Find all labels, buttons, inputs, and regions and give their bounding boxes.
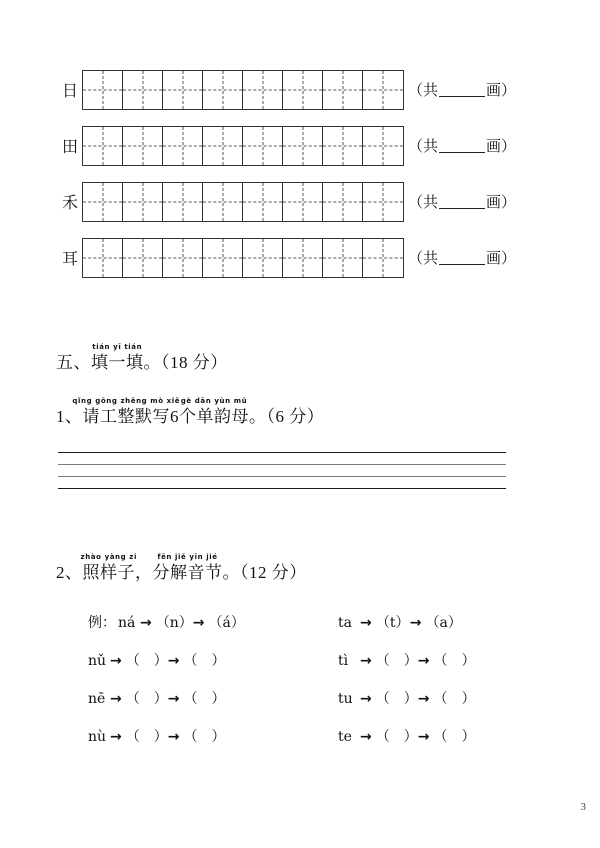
stroke-count-blank[interactable] [439,208,485,209]
tianzi-cell[interactable] [203,239,243,277]
section-five-title-ruby [91,343,144,374]
arrow-icon: → [110,729,122,745]
syllable-initial: （n） [155,615,193,631]
syllable-source: ta [338,615,352,631]
stroke-note-prefix: （共 [408,81,439,99]
syllable-final-blank[interactable]: （ ） [183,729,226,745]
question-two-text-a-ruby [80,553,137,584]
tianzi-cell[interactable] [83,239,123,277]
arrow-icon: → [417,691,430,707]
tianzi-cell[interactable] [203,71,243,109]
question-one-text-a: 请工整默写 [82,407,170,427]
syllable-source: nù [88,729,107,745]
tianzi-cell[interactable] [243,239,283,277]
syllable-answer-row [0,684,600,714]
syllable-answer-right [338,684,475,714]
syllable-example-right [338,608,462,638]
stroke-grid-row [0,236,600,282]
tianzi-cell[interactable] [363,127,403,165]
pinyin-stave[interactable] [58,452,506,489]
stroke-grid-character: 日 [61,81,78,100]
stroke-grid-row [0,180,600,226]
tianzi-cell[interactable] [363,71,403,109]
arrow-icon: → [360,615,372,631]
syllable-answer-row [0,722,600,752]
tianzi-cell[interactable] [83,183,123,221]
arrow-icon: → [417,729,430,745]
stroke-note-suffix: 画） [486,81,517,99]
stroke-grid-character: 耳 [61,249,78,268]
question-one-period: 。 [249,407,267,427]
stroke-count-note [408,192,516,212]
question-one-text-a-ruby [72,397,181,428]
section-five-index: 五、 [56,353,91,373]
syllable-source: nē [88,691,106,707]
arrow-icon: → [409,615,422,631]
question-one-text-b: 个单韵母 [179,407,249,427]
example-label: 例： [88,615,116,631]
syllable-answer-left [88,722,225,752]
tianzi-cell[interactable] [163,71,203,109]
tianzi-cell[interactable] [163,127,203,165]
tianzi-grid[interactable] [82,182,404,222]
syllable-answer-right [338,646,475,676]
syllable-initial-blank[interactable]: （ ） [125,653,168,669]
tianzi-cell[interactable] [283,127,323,165]
tianzi-cell[interactable] [163,183,203,221]
arrow-icon: → [110,653,122,669]
arrow-icon: → [192,615,205,631]
tianzi-cell[interactable] [243,127,283,165]
tianzi-cell[interactable] [323,239,363,277]
tianzi-cell[interactable] [83,127,123,165]
stroke-note-suffix: 画） [486,137,517,155]
stroke-note-prefix: （共 [408,193,439,211]
stave-line-upper-middle [58,464,506,465]
syllable-initial-blank[interactable]: （ ） [125,729,168,745]
arrow-icon: → [417,653,430,669]
syllable-answer-right [338,722,475,752]
stroke-grid-character: 田 [61,137,78,156]
stroke-note-prefix: （共 [408,249,439,267]
question-one-pinyin-a: qǐng gōng zhěng mò xiě [72,397,181,405]
question-two-pinyin-a: zhào yàng zi [80,553,137,561]
stave-line-bottom [58,488,506,489]
question-one-text-b-ruby [179,397,249,428]
tianzi-cell[interactable] [323,127,363,165]
syllable-final-blank[interactable]: （ ） [433,691,476,707]
tianzi-cell[interactable] [323,71,363,109]
syllable-initial-blank[interactable]: （ ） [375,729,418,745]
question-two-comma: ， [135,563,153,583]
syllable-initial-blank[interactable]: （ ） [375,653,418,669]
syllable-initial-blank[interactable]: （ ） [125,691,168,707]
question-two-index: 2、 [56,563,83,582]
question-two-pinyin-b: fēn jiě yīn jié [157,553,218,561]
syllable-final-blank[interactable]: （ ） [433,729,476,745]
question-one-heading [56,397,325,428]
syllable-final-blank[interactable]: （ ） [433,653,476,669]
syllable-final: （á） [208,615,245,631]
question-two-text-b: 分解音节 [152,563,223,583]
arrow-icon: → [167,729,180,745]
arrow-icon: → [167,691,180,707]
arrow-icon: → [110,691,122,707]
syllable-final: （a） [425,615,462,631]
arrow-icon: → [360,691,372,707]
tianzi-cell[interactable] [363,183,403,221]
syllable-initial-blank[interactable]: （ ） [375,691,418,707]
syllable-source: te [338,729,352,745]
stroke-count-blank[interactable] [439,152,485,153]
question-two-heading [56,553,307,584]
syllable-answer-left [88,646,225,676]
tianzi-cell[interactable] [83,71,123,109]
question-two-score: （12 分） [240,563,307,582]
tianzi-cell[interactable] [323,183,363,221]
stroke-grid-character: 禾 [61,193,78,212]
stave-line-top [58,452,506,453]
syllable-source: tu [338,691,353,707]
stroke-count-note [408,248,516,268]
syllable-source: ná [118,615,136,631]
tianzi-grid[interactable] [82,70,404,110]
tianzi-cell[interactable] [243,71,283,109]
section-five-period: 。 [143,353,161,373]
question-one-score: （6 分） [266,407,325,426]
tianzi-cell[interactable] [243,183,283,221]
syllable-source: nǔ [88,653,107,669]
tianzi-grid[interactable] [82,238,404,278]
stroke-count-blank[interactable] [439,96,485,97]
tianzi-cell[interactable] [203,127,243,165]
tianzi-cell[interactable] [363,239,403,277]
question-one-number: 6 [170,407,179,426]
stroke-count-note [408,80,516,100]
arrow-icon: → [360,653,372,669]
tianzi-cell[interactable] [163,239,203,277]
stroke-note-suffix: 画） [486,193,517,211]
tianzi-cell[interactable] [123,127,163,165]
page-number: 3 [580,801,586,813]
tianzi-cell[interactable] [123,71,163,109]
stroke-note-suffix: 画） [486,249,517,267]
question-two-period: 。 [222,563,240,583]
stroke-count-note [408,136,516,156]
syllable-answer-left [88,684,225,714]
arrow-icon: → [140,615,152,631]
tianzi-cell[interactable] [123,183,163,221]
question-two-text-b-ruby [152,553,223,584]
stave-line-lower-middle [58,476,506,477]
syllable-final-blank[interactable]: （ ） [183,653,226,669]
syllable-source: tì [338,653,349,669]
arrow-icon: → [167,653,180,669]
section-five-pinyin: tián yī tián [92,343,143,351]
stroke-count-blank[interactable] [439,264,485,265]
syllable-final-blank[interactable]: （ ） [183,691,226,707]
stroke-grid-row [0,68,600,114]
tianzi-grid[interactable] [82,126,404,166]
syllable-example-left [88,608,245,638]
section-five-heading [56,343,228,374]
tianzi-cell[interactable] [283,183,323,221]
stroke-grid-row [0,124,600,170]
section-five-title: 填一填 [91,353,144,373]
tianzi-cell[interactable] [123,239,163,277]
section-five-score: （18 分） [161,353,228,372]
tianzi-cell[interactable] [283,239,323,277]
question-one-pinyin-b: gè dān yùn mǔ [180,397,248,405]
tianzi-cell[interactable] [203,183,243,221]
tianzi-cell[interactable] [283,71,323,109]
syllable-example-row [0,608,600,638]
syllable-answer-row [0,646,600,676]
question-one-index: 1、 [56,407,83,426]
syllable-initial: （t） [375,615,410,631]
stroke-note-prefix: （共 [408,137,439,155]
arrow-icon: → [360,729,372,745]
question-two-text-a: 照样子 [82,563,135,583]
